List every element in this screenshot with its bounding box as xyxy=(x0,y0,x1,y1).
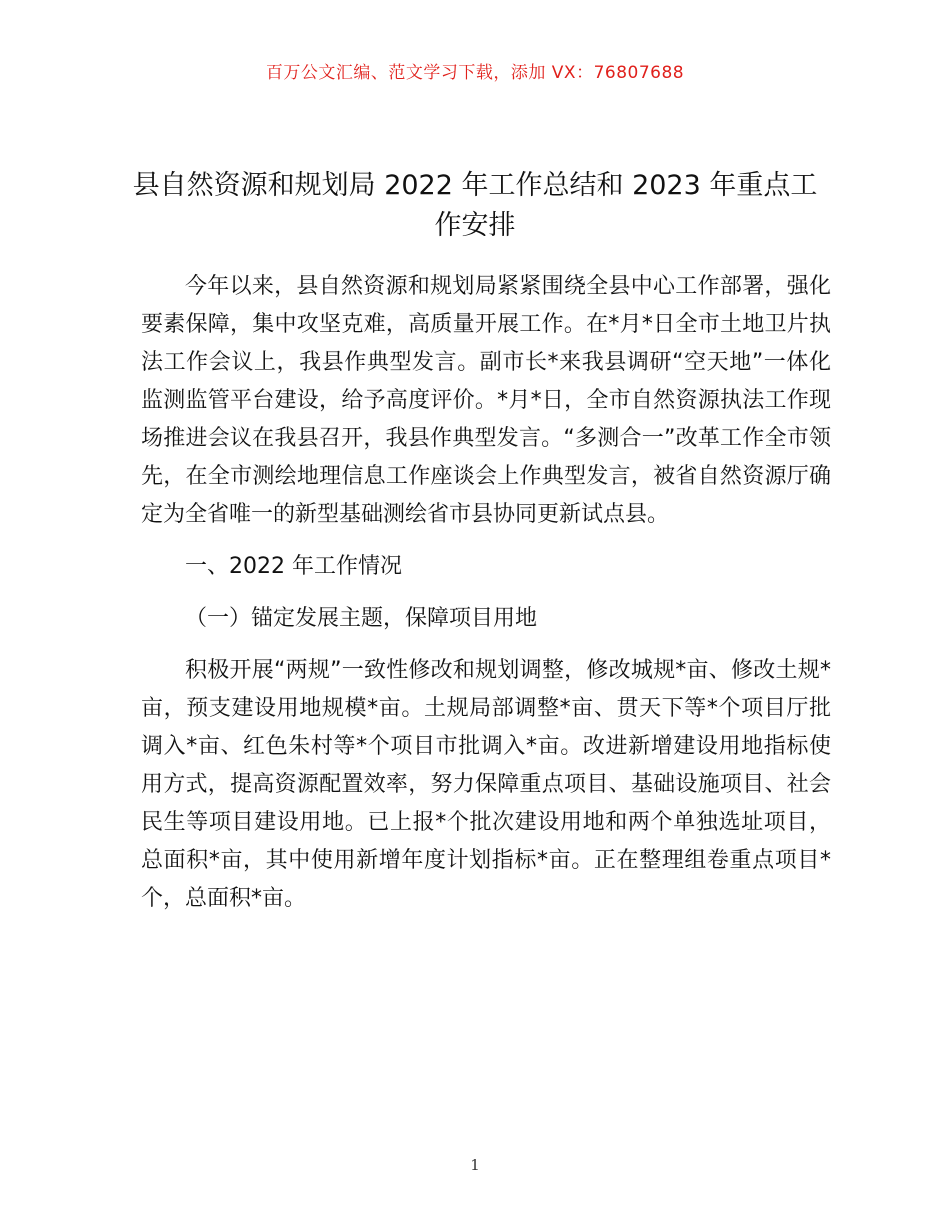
body-paragraph: 积极开展“两规”一致性修改和规划调整，修改城规*亩、修改土规*亩，预支建设用地规模*亩。土规局部调整*亩、贯天下等*个项目厅批调入*亩、红色朱村等*个项目市批调入*亩。改进新增建设用地指标使用方式，提高资源配置效率，努力保障重点项目、基础设施项目、社会民生等项目建设用地。已上报*个批次建设用地和两个单独选址项目，总面积*亩，其中使用新增年度计划指标*亩。正在整理组卷重点项目*个，总面积*亩。 xyxy=(141,658,831,911)
page-number: 1 xyxy=(470,1156,480,1174)
intro-paragraph: 今年以来，县自然资源和规划局紧紧围绕全县中心工作部署，强化要素保障，集中攻坚克难，高质量开展工作。在*月*日全市土地卫片执法工作会议上，我县作典型发言。副市长*来我县调研“空天地”一体化监测监管平台建设，给予高度评价。*月*日，全市自然资源执法工作现场推进会议在我县召开，我县作典型发言。“多测合一”改革工作全市领先，在全市测绘地理信息工作座谈会上作典型发言，被省自然资源厅确定为全省唯一的新型基础测绘省市县协同更新试点县。 xyxy=(141,274,831,527)
subsection-heading: （一）锚定发展主题，保障项目用地 xyxy=(185,606,538,631)
promo-banner: 百万公文汇编、范文学习下载，添加 VX：76807688 xyxy=(265,63,685,83)
document-body xyxy=(141,268,831,918)
document-title: 县自然资源和规划局 2022 年工作总结和 2023 年重点工作安排 xyxy=(132,170,818,241)
section-heading: 一、2022 年工作情况 xyxy=(185,554,402,579)
